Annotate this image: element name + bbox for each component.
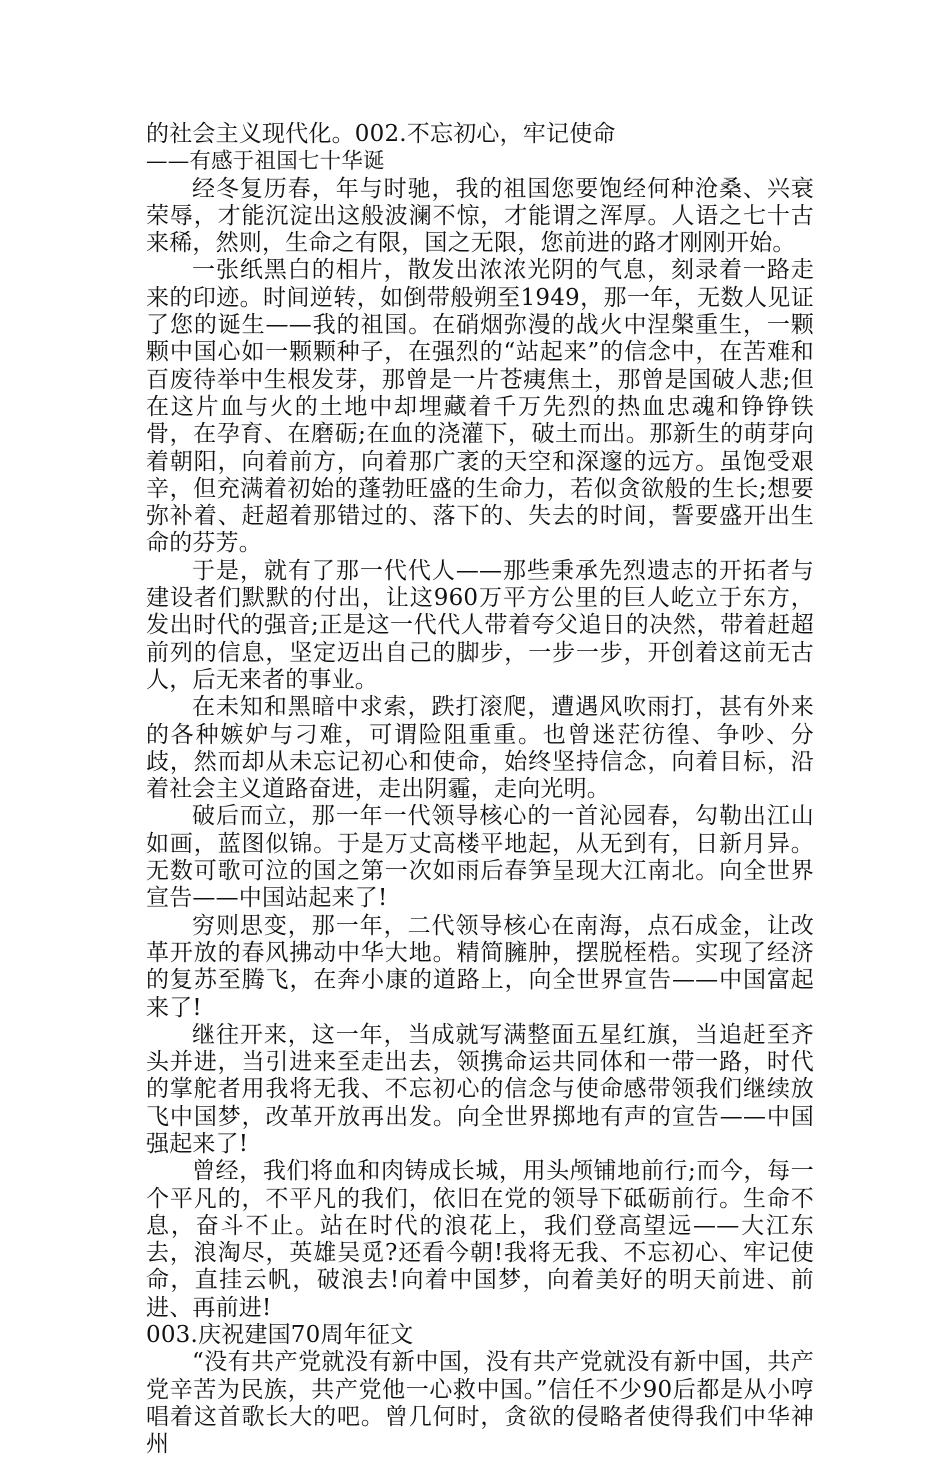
paragraph: 于是，就有了那一代代人——那些秉承先烈遗志的开拓者与建设者们默默的付出，让这960万平方公里的巨人屹立于东方，发出时代的强音;正是这一代代人带着夸父追日的决然，带着赶超前列的信息，坚定迈出自己的脚步，一步一步，开创着这前无古人，后无来者的事业。 [146,557,814,693]
paragraph: 在未知和黑暗中求索，跌打滚爬，遭遇风吹雨打，甚有外来的各种嫉妒与刁难，可谓险阻重重。也曾迷茫彷徨、争吵、分歧，然而却从未忘记初心和使命，始终坚持信念，向着目标，沿着社会主义道路奋进，走出阴霾，走向光明。 [146,694,814,803]
document-body [146,121,814,1459]
paragraph: 曾经，我们将血和肉铸成长城，用头颅铺地前行;而今，每一个平凡的，不平凡的我们，依旧在党的领导下砥砺前行。生命不息，奋斗不止。站在时代的浪花上，我们登高望远——大江东去，浪淘尽，英雄吴觅?还看今朝!我将无我、不忘初心、牢记使命，直挂云帆，破浪去!向着中国梦，向着美好的明天前进、前进、再前进! [146,1158,814,1321]
paragraph: 继往开来，这一年，当成就写满整面五星红旗，当追赶至齐头并进，当引进来至走出去，领携命运共同体和一带一路，时代的掌舵者用我将无我、不忘初心的信念与使命感带领我们继续放飞中国梦，改革开放再出发。向全世界掷地有声的宣告——中国强起来了! [146,1021,814,1157]
paragraph: 破后而立，那一年一代领导核心的一首沁园春，勾勒出江山如画，蓝图似锦。于是万丈高楼平地起，从无到有，日新月异。无数可歌可泣的国之第一次如雨后春笋呈现大江南北。向全世界宣告——中国站起来了! [146,803,814,912]
paragraph: “没有共产党就没有新中国，没有共产党就没有新中国，共产党辛苦为民族，共产党他一心救中国。”信任不少90后都是从小哼唱着这首歌长大的吧。曾几何时，贪欲的侵略者使得我们中华神州 [146,1349,814,1458]
section-heading: 003.庆祝建国70周年征文 [146,1322,414,1349]
opening-line: 的社会主义现代化。002.不忘初心，牢记使命 [146,121,616,147]
paragraph: 穷则思变，那一年，二代领导核心在南海，点石成金，让改革开放的春风拂动中华大地。精简臃肿，摆脱桎梏。实现了经济的复苏至腾飞，在奔小康的道路上，向全世界宣告——中国富起来了! [146,912,814,1021]
essay-subtitle: ——有感于祖国七十华诞 [146,149,385,175]
paragraph: 经冬复历春，年与时驰，我的祖国您要饱经何种沧桑、兴衰荣辱，才能沉淀出这般波澜不惊，才能谓之浑厚。人语之七十古来稀，然则，生命之有限，国之无限，您前进的路才刚刚开始。 [146,175,814,257]
paragraph: 一张纸黑白的相片，散发出浓浓光阴的气息，刻录着一路走来的印迹。时间逆转，如倒带般朔至1949，那一年，无数人见证了您的诞生——我的祖国。在硝烟弥漫的战火中涅槃重生，一颗颗中国心如一颗颗种子，在强烈的“站起来”的信念中，在苦难和百废待举中生根发芽，那曾是一片苍痍焦土，那曾是国破人悲;但在这片血与火的土地中却埋藏着千万先烈的热血忠魂和铮铮铁骨，在孕育、在磨砺;在血的浇灌下，破土而出。那新生的萌芽向着朝阳，向着前方，向着那广袤的天空和深邃的远方。虽饱受艰辛，但充满着初始的蓬勃旺盛的生命力，若似贪欲般的生长;想要弥补着、赶超着那错过的、落下的、失去的时间，誓要盛开出生命的芬芳。 [146,257,814,557]
